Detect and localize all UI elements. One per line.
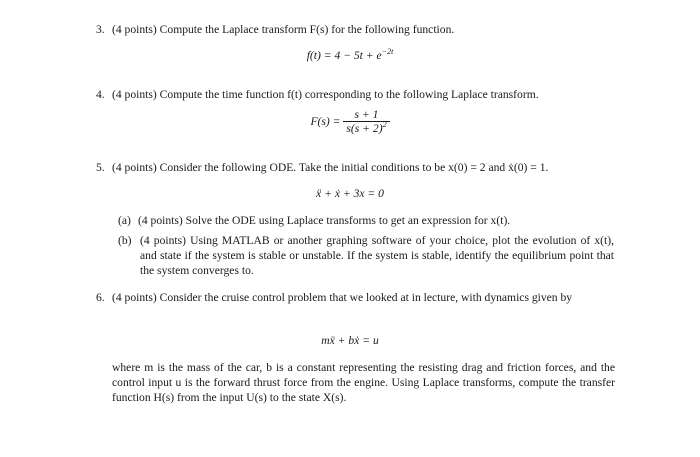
problem-5a xyxy=(118,213,510,228)
problem-5b-label xyxy=(118,233,132,248)
equation-exponent: −2t xyxy=(381,47,394,57)
subpart-label: (a) xyxy=(118,214,131,227)
problem-6-description: where m is the mass of the car, b is a constant representing the resisting drag and friction forces, and the control input u is the forward thrust force from the engine. Using Laplace transforms, compute the transfer function H(s) from the input U(s) to the state X(s). xyxy=(112,361,615,404)
problem-6-statement: (4 points) Consider the cruise control problem that we looked at in lecture, with dynamics given by xyxy=(112,291,573,304)
equation-text: ẍ + ẋ + 3x = 0 xyxy=(316,187,384,200)
subpart-text: (4 points) Solve the ODE using Laplace transforms to get an expression for x(t). xyxy=(138,214,511,227)
problem-text: (4 points) Compute the Laplace transform F(s) for the following function. xyxy=(112,23,455,36)
fraction xyxy=(343,108,389,136)
problem-6-equation xyxy=(0,333,700,348)
problem-number: 6. xyxy=(96,291,105,304)
problem-number: 4. xyxy=(96,88,105,101)
problem-text: (4 points) Compute the time function f(t) corresponding to the following Laplace transform. xyxy=(112,88,539,101)
fraction-numerator: s + 1 xyxy=(343,108,389,122)
problem-5-equation xyxy=(0,186,700,201)
problem-number: 5. xyxy=(96,161,105,174)
problem-text: (4 points) Consider the following ODE. Take the initial conditions to be x(0) = 2 and ẋ(0) = 1. xyxy=(112,161,549,174)
problem-4-equation xyxy=(0,106,700,138)
problem-3-equation xyxy=(0,48,700,63)
problem-number: 3. xyxy=(96,23,105,36)
equation-text: mẍ + bẋ = u xyxy=(321,334,379,347)
problem-6-number xyxy=(96,290,105,305)
equation-lhs: F(s) = xyxy=(310,115,341,128)
equation-text: f(t) = 4 − 5t + e xyxy=(306,49,382,62)
problem-5-statement xyxy=(96,160,548,175)
problem-3-statement xyxy=(96,22,454,37)
problem-4-statement xyxy=(96,87,539,102)
problem-5b-text: (4 points) Using MATLAB or another graphing software of your choice, plot the evolution of x(t), and state if the system is stable or unstable. If the system is stable, identify the equilibrium point that the system converges to. xyxy=(140,234,614,277)
fraction-denominator: $s(s + 2)^2$ xyxy=(346,120,387,136)
subpart-label: (b) xyxy=(118,234,132,247)
